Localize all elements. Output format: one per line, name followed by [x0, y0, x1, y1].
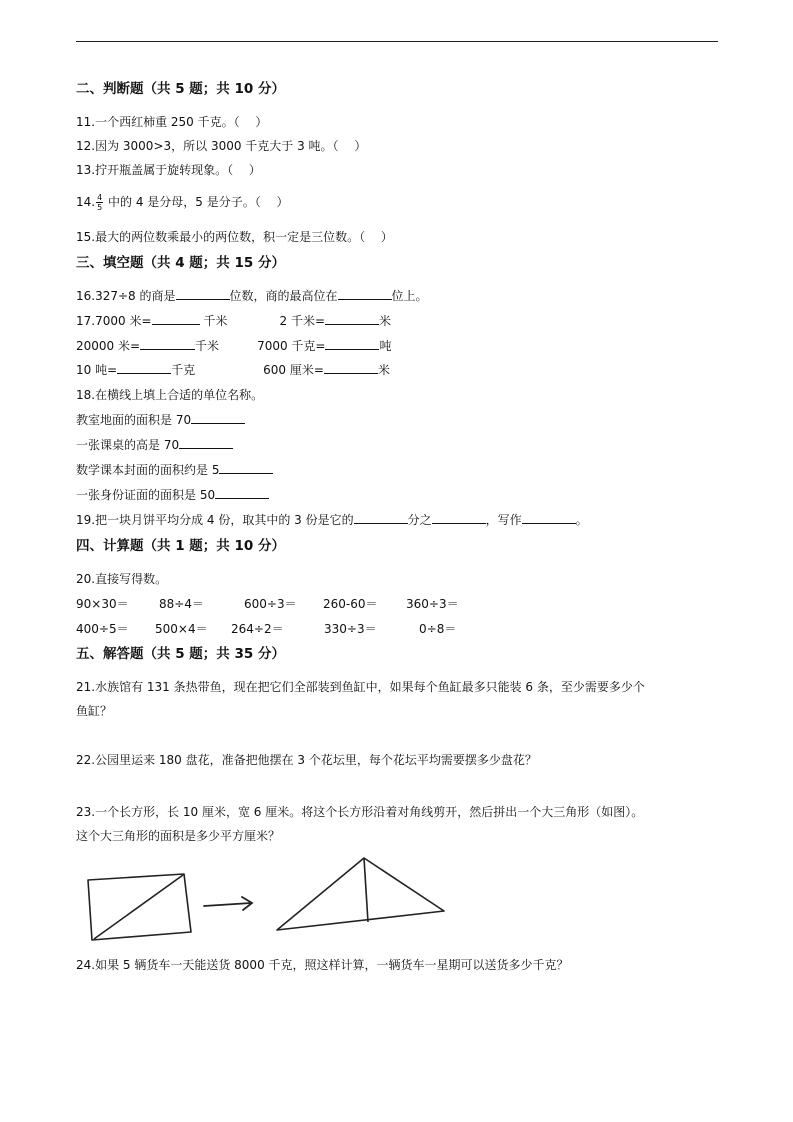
q17-text: 2 千米= — [279, 314, 326, 328]
q19-text: ，写作 — [485, 513, 522, 527]
calc-item: 260-60＝ — [323, 597, 378, 611]
question-21-line-1: 21.水族馆有 131 条热带鱼，现在把它们全部装到鱼缸中，如果每个鱼缸最多只能装 6 条，至少需要多少个 — [76, 680, 645, 694]
q17-unit: 千米 — [195, 339, 220, 353]
triangle-shape — [277, 858, 444, 930]
question-23-line-2: 这个大三角形的面积是多少平方厘米？ — [76, 829, 281, 843]
q18-text: 数学课本封面的面积约是 5 — [76, 463, 220, 477]
question-16 — [76, 288, 428, 304]
q17-text: 7000 千克= — [257, 339, 326, 353]
q18-text: 教室地面的面积是 70 — [76, 413, 192, 427]
calc-item: 330÷3＝ — [324, 622, 377, 636]
question-14 — [76, 193, 289, 212]
q18-text: 一张身份证面的面积是 50 — [76, 488, 216, 502]
answer-blank[interactable] — [338, 288, 392, 300]
section-5-title: 五、解答题（共 5 题；共 35 分） — [76, 646, 285, 662]
header-rule — [76, 41, 718, 42]
question-18: 18.在横线上填上合适的单位名称。 — [76, 388, 264, 402]
answer-blank[interactable] — [325, 338, 379, 350]
calc-item: 600÷3＝ — [244, 597, 297, 611]
q19-text: 分之 — [407, 513, 432, 527]
q17-text: 20000 米= — [76, 339, 141, 353]
fraction-numerator: 4 — [97, 193, 103, 202]
q17-unit: 米 — [377, 363, 390, 377]
q17-unit: 千米 — [203, 314, 228, 328]
calc-item: 500×4＝ — [155, 622, 208, 636]
answer-blank[interactable] — [191, 412, 245, 424]
question-14-text: 中的 4 是分母，5 是分子。（ ） — [104, 195, 289, 209]
answer-blank[interactable] — [215, 487, 269, 499]
q17-unit: 米 — [379, 314, 392, 328]
calc-item: 90×30＝ — [76, 597, 129, 611]
right-arrow-icon — [204, 897, 252, 910]
calc-item: 0÷8＝ — [419, 622, 457, 636]
triangle-seam-line — [364, 858, 368, 922]
answer-blank[interactable] — [354, 512, 408, 524]
question-20: 20.直接写得数。 — [76, 572, 168, 586]
question-22: 22.公园里运来 180 盘花，准备把他摆在 3 个花坛里，每个花坛平均需要摆多少盘花？ — [76, 753, 537, 767]
question-17-line-1 — [76, 313, 391, 329]
calc-item: 264÷2＝ — [231, 622, 284, 636]
section-4-title: 四、计算题（共 1 题；共 10 分） — [76, 538, 285, 554]
question-18-a — [76, 412, 245, 428]
answer-blank[interactable] — [219, 462, 273, 474]
question-23-line-1: 23.一个长方形，长 10 厘米，宽 6 厘米。将这个长方形沿着对角线剪开，然后拼出一个大三角形（如图）。 — [76, 805, 644, 819]
q19-text: 19.把一块月饼平均分成 4 份，取其中的 3 份是它的 — [76, 513, 354, 527]
fraction-denominator: 5 — [97, 203, 103, 212]
section-3-title: 三、填空题（共 4 题；共 15 分） — [76, 255, 285, 271]
answer-blank[interactable] — [152, 313, 200, 325]
calc-item: 360÷3＝ — [406, 597, 459, 611]
question-14-prefix: 14. — [76, 195, 96, 209]
answer-blank[interactable] — [324, 362, 378, 374]
question-13: 13.拧开瓶盖属于旋转现象。（ ） — [76, 163, 261, 177]
answer-blank[interactable] — [522, 512, 576, 524]
q17-text: 17.7000 米= — [76, 314, 152, 328]
question-12: 12.因为 3000>3，所以 3000 千克大于 3 吨。（ ） — [76, 139, 367, 153]
question-24: 24.如果 5 辆货车一天能送货 8000 千克，照这样计算，一辆货车一星期可以送货多少千克？ — [76, 958, 569, 972]
answer-blank[interactable] — [140, 338, 195, 350]
fraction-four-fifths — [96, 193, 103, 212]
question-16-text-b: 位数，商的最高位在 — [229, 289, 338, 303]
q17-unit: 千克 — [171, 363, 196, 377]
diagonal-line — [94, 875, 183, 939]
calc-item: 88÷4＝ — [159, 597, 204, 611]
question-18-c — [76, 462, 273, 478]
answer-blank[interactable] — [117, 362, 171, 374]
question-21-line-2: 鱼缸？ — [76, 704, 113, 718]
answer-blank[interactable] — [176, 288, 230, 300]
calc-item: 400÷5＝ — [76, 622, 129, 636]
question-17-line-3 — [76, 362, 390, 378]
section-2-title: 二、判断题（共 5 题；共 10 分） — [76, 81, 285, 97]
question-16-text-c: 位上。 — [391, 289, 428, 303]
answer-blank[interactable] — [325, 313, 379, 325]
q19-text: 。 — [575, 513, 588, 527]
question-19 — [76, 512, 588, 528]
rectangle-cut-diagonal — [88, 874, 191, 940]
q17-text: 10 吨= — [76, 363, 118, 377]
q17-unit: 吨 — [379, 339, 392, 353]
answer-blank[interactable] — [179, 437, 233, 449]
q17-text: 600 厘米= — [263, 363, 324, 377]
large-triangle — [277, 858, 444, 930]
answer-blank[interactable] — [432, 512, 486, 524]
question-18-b — [76, 437, 233, 453]
rectangle-to-triangle-figure — [78, 852, 450, 944]
q18-text: 一张课桌的高是 70 — [76, 438, 180, 452]
question-18-d — [76, 487, 269, 503]
question-17-line-2 — [76, 338, 392, 354]
question-15: 15.最大的两位数乘最小的两位数，积一定是三位数。（ ） — [76, 230, 393, 244]
question-16-text-a: 16.327÷8 的商是 — [76, 289, 176, 303]
arrow-shaft — [204, 903, 251, 906]
question-11: 11.一个西红柿重 250 千克。（ ） — [76, 115, 268, 129]
